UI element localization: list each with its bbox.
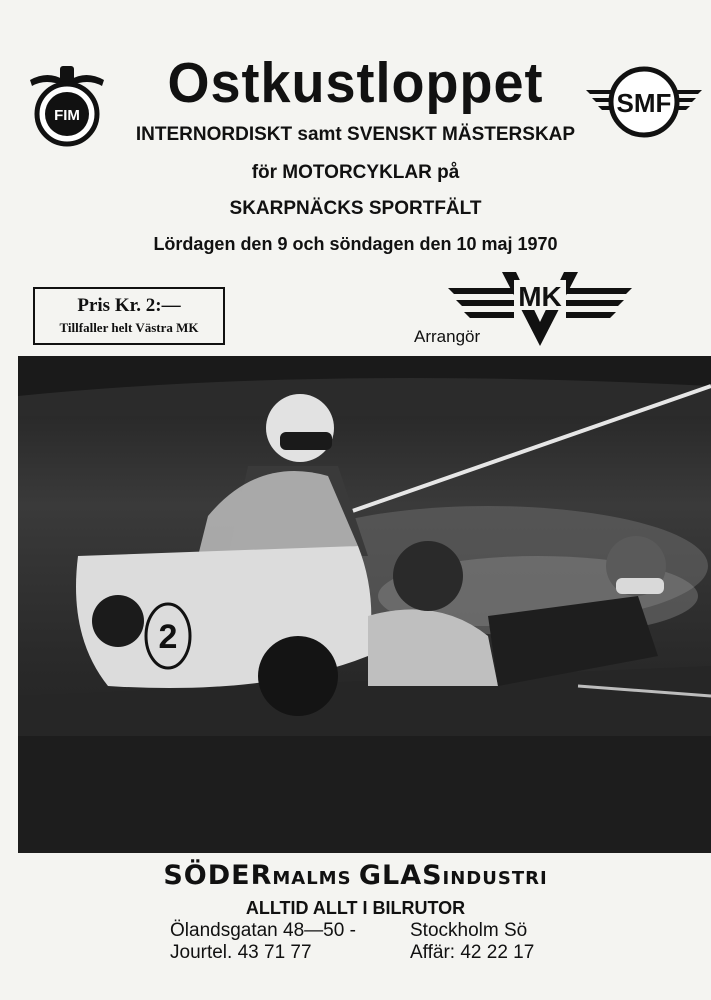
sidecar-race-photo	[18, 356, 711, 853]
sponsor-city: Stockholm Sö	[410, 920, 528, 941]
organizer-label: Arrangör	[414, 327, 481, 346]
sponsor-name-part-c: GLAS	[358, 860, 443, 891]
sponsor-phone-shop: Affär: 42 22 17	[410, 942, 535, 963]
sponsor-name-part-b: MALMS	[272, 868, 359, 889]
subtitle-venue: SKARPNÄCKS SPORTFÄLT	[229, 198, 482, 219]
event-dates: Lördagen den 9 och söndagen den 10 maj 1970	[153, 234, 558, 254]
sponsor-tagline: ALLTID ALLT I BILRUTOR	[245, 898, 466, 918]
sponsor-name-part-a: SÖDER	[163, 860, 273, 891]
sponsor-address: Ölandsgatan 48—50 -	[170, 920, 356, 941]
subtitle-motorcycles: för MOTORCYKLAR på	[251, 162, 460, 183]
sponsor-name-part-d: INDUSTRI	[442, 868, 548, 889]
price-box	[33, 287, 225, 345]
price-note: Tillfaller helt Västra MK	[59, 320, 199, 335]
sponsor-name	[0, 860, 711, 891]
page-title: Ostkustloppet	[167, 51, 544, 115]
subtitle-championship: INTERNORDISKT samt SVENSKT MÄSTERSKAP	[135, 124, 576, 145]
fim-text: FIM	[54, 107, 80, 124]
sponsor-phone-emergency: Jourtel. 43 71 77	[170, 942, 312, 963]
organizer-logo-text: MK	[518, 281, 562, 312]
smf-text: SMF	[616, 88, 672, 118]
race-number: 2	[158, 618, 178, 656]
price-main: Pris Kr. 2:—	[77, 295, 181, 316]
